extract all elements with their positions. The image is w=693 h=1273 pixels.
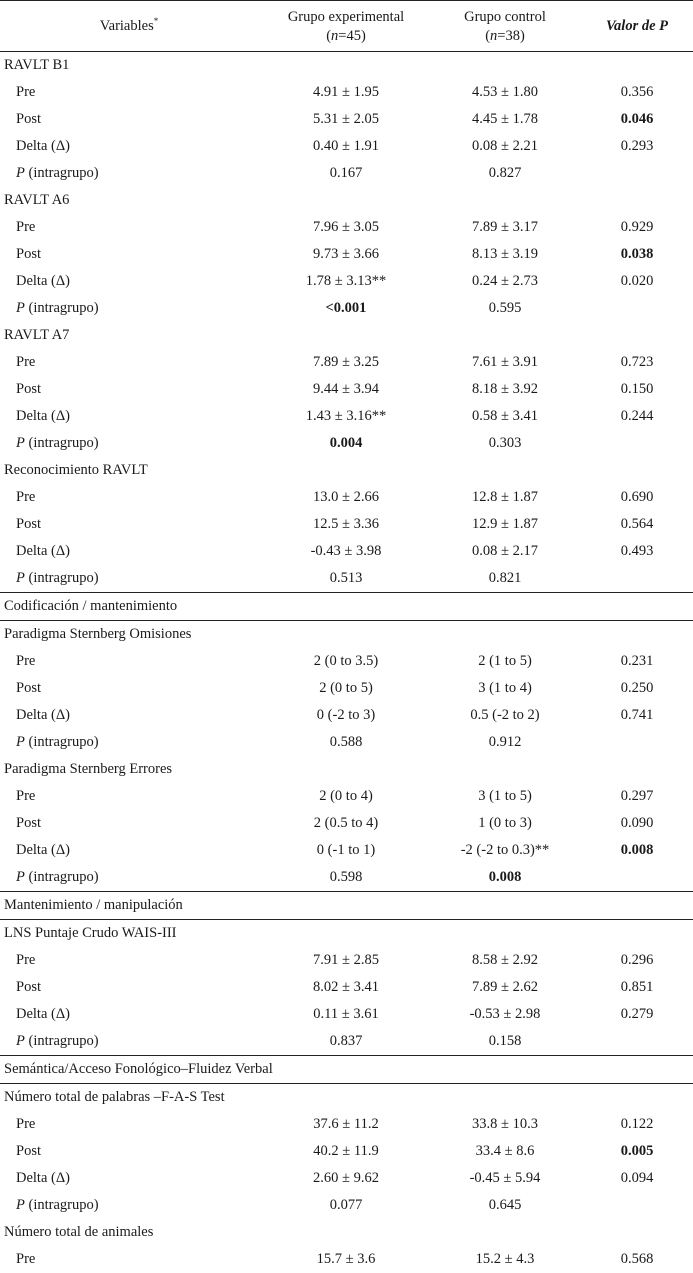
row-label-text: (intragrupo) (28, 435, 99, 451)
table-header (0, 0, 693, 52)
table-row (0, 160, 693, 187)
row-label: Post (16, 979, 41, 995)
row-label: Delta (Δ) (16, 138, 71, 154)
p-value: 0.293 (620, 138, 654, 154)
header-pvalue: Valor de P (605, 18, 669, 34)
p-symbol: P (16, 1033, 25, 1049)
experimental-value: 0.11 ± 3.61 (313, 1006, 379, 1022)
p-value: 0.297 (620, 788, 654, 804)
p-value: 0.690 (620, 489, 654, 505)
control-value: 12.8 ± 1.87 (472, 489, 538, 505)
row-label-text: (intragrupo) (28, 570, 99, 586)
p-symbol: P (16, 869, 25, 885)
experimental-value: 0.513 (329, 570, 363, 586)
row-label: Mantenimiento / manipulación (4, 897, 183, 913)
control-value: 0.645 (488, 1197, 522, 1213)
table-row (0, 675, 693, 702)
table-body (0, 52, 693, 1273)
experimental-value: 2 (0.5 to 4) (313, 815, 379, 831)
table-row (0, 864, 693, 891)
header-experimental (256, 8, 436, 46)
experimental-value: 12.5 ± 3.36 (313, 516, 379, 532)
row-label (16, 864, 99, 891)
variable-group-row (0, 920, 693, 947)
control-value: 7.89 ± 3.17 (472, 219, 538, 235)
control-value: 0.821 (488, 570, 522, 586)
row-label (16, 729, 99, 756)
experimental-value: 1.78 ± 3.13** (305, 273, 387, 289)
experimental-value: 0.077 (329, 1197, 363, 1213)
p-value: 0.005 (620, 1143, 654, 1159)
table-row (0, 133, 693, 160)
table-row (0, 1192, 693, 1219)
header-experimental-n-value: =45 (338, 28, 361, 44)
row-label (16, 295, 99, 322)
p-symbol: P (16, 734, 25, 750)
row-label: RAVLT B1 (4, 57, 70, 73)
table-row (0, 1028, 693, 1055)
experimental-value: -0.43 ± 3.98 (310, 543, 382, 559)
control-value: 0.58 ± 3.41 (472, 408, 538, 424)
header-experimental-title: Grupo experimental (287, 9, 405, 25)
p-value: 0.929 (620, 219, 654, 235)
table-row (0, 511, 693, 538)
control-value: 0.827 (488, 165, 522, 181)
p-value: 0.568 (620, 1251, 654, 1267)
row-label (16, 1028, 99, 1055)
row-label: Pre (16, 1251, 36, 1267)
table-row (0, 947, 693, 974)
row-label: Post (16, 516, 41, 532)
table-row (0, 430, 693, 457)
experimental-value: 4.91 ± 1.95 (313, 84, 379, 100)
row-label (16, 1192, 99, 1219)
experimental-value: 0.167 (329, 165, 363, 181)
table-row (0, 538, 693, 565)
p-value: 0.020 (620, 273, 654, 289)
table-row (0, 810, 693, 837)
table-row (0, 349, 693, 376)
control-value: 8.13 ± 3.19 (472, 246, 538, 262)
table-row (0, 1246, 693, 1273)
control-value: 0.24 ± 2.73 (472, 273, 538, 289)
p-value: 0.493 (620, 543, 654, 559)
header-experimental-n-symbol: n (331, 28, 339, 44)
control-value: 3 (1 to 5) (478, 788, 532, 804)
row-label: Post (16, 111, 41, 127)
row-label: Codificación / mantenimiento (4, 598, 178, 614)
header-variables (4, 17, 254, 36)
row-label: Pre (16, 354, 36, 370)
section-header-row (0, 1055, 693, 1084)
control-value: 0.912 (488, 734, 522, 750)
row-label-text: (intragrupo) (28, 300, 99, 316)
control-value: 8.18 ± 3.92 (472, 381, 538, 397)
table-row (0, 974, 693, 1001)
row-label: Delta (Δ) (16, 543, 71, 559)
p-value: 0.356 (620, 84, 654, 100)
p-value: 0.741 (620, 707, 654, 723)
control-value: 8.58 ± 2.92 (472, 952, 538, 968)
experimental-value: 37.6 ± 11.2 (313, 1116, 379, 1132)
experimental-value: 7.91 ± 2.85 (313, 952, 379, 968)
control-value: 12.9 ± 1.87 (472, 516, 538, 532)
table-row (0, 1111, 693, 1138)
row-label: Post (16, 815, 41, 831)
table-row (0, 268, 693, 295)
p-symbol: P (16, 570, 25, 586)
row-label: Pre (16, 788, 36, 804)
experimental-value: 15.7 ± 3.6 (316, 1251, 376, 1267)
experimental-value: 5.31 ± 2.05 (313, 111, 379, 127)
p-value: 0.122 (620, 1116, 654, 1132)
experimental-value: 2 (0 to 5) (319, 680, 373, 696)
row-label (16, 565, 99, 592)
row-label-text: (intragrupo) (28, 1197, 99, 1213)
table-row (0, 729, 693, 756)
variable-group-row (0, 621, 693, 648)
control-value: -2 (-2 to 0.3)** (460, 842, 550, 858)
control-value: 33.8 ± 10.3 (472, 1116, 538, 1132)
table-row (0, 106, 693, 133)
table-row (0, 79, 693, 106)
table-row (0, 702, 693, 729)
table-row (0, 1165, 693, 1192)
row-label: Pre (16, 1116, 36, 1132)
experimental-value: 7.89 ± 3.25 (313, 354, 379, 370)
table-row (0, 214, 693, 241)
p-value: 0.231 (620, 653, 654, 669)
p-symbol: P (16, 1197, 25, 1213)
variable-group-row (0, 187, 693, 214)
p-value: 0.008 (620, 842, 654, 858)
table-row (0, 241, 693, 268)
experimental-value: 2.60 ± 9.62 (313, 1170, 379, 1186)
control-value: 1 (0 to 3) (478, 815, 532, 831)
variable-group-row (0, 1084, 693, 1111)
section-header-row (0, 592, 693, 621)
p-value: 0.723 (620, 354, 654, 370)
control-value: 0.595 (488, 300, 522, 316)
p-value: 0.150 (620, 381, 654, 397)
experimental-value: 40.2 ± 11.9 (313, 1143, 379, 1159)
experimental-value: 0 (-1 to 1) (316, 842, 376, 858)
table-row (0, 403, 693, 430)
control-value: -0.53 ± 2.98 (469, 1006, 541, 1022)
row-label: Semántica/Acceso Fonológico–Fluidez Verbal (4, 1061, 273, 1077)
header-variables-label: Variables (99, 18, 154, 34)
variable-group-row (0, 1219, 693, 1246)
row-label: Pre (16, 84, 36, 100)
table-row (0, 1138, 693, 1165)
p-value: 0.090 (620, 815, 654, 831)
control-value: 0.08 ± 2.21 (472, 138, 538, 154)
row-label-text: (intragrupo) (28, 1033, 99, 1049)
row-label: Paradigma Sternberg Errores (4, 761, 173, 777)
row-label: Delta (Δ) (16, 1170, 71, 1186)
p-value: 0.851 (620, 979, 654, 995)
p-value: 0.046 (620, 111, 654, 127)
experimental-value: 2 (0 to 3.5) (313, 653, 379, 669)
row-label-text: (intragrupo) (28, 734, 99, 750)
header-control (415, 8, 595, 46)
p-value: 0.250 (620, 680, 654, 696)
p-value: 0.038 (620, 246, 654, 262)
table-row (0, 783, 693, 810)
row-label: Delta (Δ) (16, 1006, 71, 1022)
table-row (0, 1001, 693, 1028)
p-symbol: P (16, 300, 25, 316)
p-value: 0.296 (620, 952, 654, 968)
row-label-text: (intragrupo) (28, 869, 99, 885)
table-row (0, 484, 693, 511)
experimental-value: 0.40 ± 1.91 (313, 138, 379, 154)
table-row (0, 295, 693, 322)
p-value: 0.244 (620, 408, 654, 424)
row-label: RAVLT A6 (4, 192, 70, 208)
row-label: Delta (Δ) (16, 408, 71, 424)
row-label-text: (intragrupo) (28, 165, 99, 181)
experimental-value: 9.44 ± 3.94 (313, 381, 379, 397)
experimental-value: 8.02 ± 3.41 (313, 979, 379, 995)
table-row (0, 837, 693, 864)
experimental-value: 2 (0 to 4) (319, 788, 373, 804)
header-control-n-value: =38 (497, 28, 520, 44)
control-value: 15.2 ± 4.3 (475, 1251, 535, 1267)
experimental-value: 1.43 ± 3.16** (305, 408, 387, 424)
row-label: Post (16, 680, 41, 696)
variable-group-row (0, 457, 693, 484)
row-label: Paradigma Sternberg Omisiones (4, 626, 192, 642)
header-variables-footnote-mark: * (153, 16, 159, 26)
experimental-value: 0.004 (329, 435, 363, 451)
control-value: 4.53 ± 1.80 (472, 84, 538, 100)
row-label: Post (16, 381, 41, 397)
control-value: 0.5 (-2 to 2) (470, 707, 540, 723)
p-symbol: P (16, 435, 25, 451)
experimental-value: 0.598 (329, 869, 363, 885)
experimental-value: 0 (-2 to 3) (316, 707, 376, 723)
row-label: Delta (Δ) (16, 273, 71, 289)
control-value: 0.08 ± 2.17 (472, 543, 538, 559)
row-label: Post (16, 246, 41, 262)
row-label: Pre (16, 489, 36, 505)
variable-group-row (0, 756, 693, 783)
variable-group-row (0, 322, 693, 349)
table-row (0, 565, 693, 592)
p-symbol: P (16, 165, 25, 181)
experimental-value: 13.0 ± 2.66 (313, 489, 379, 505)
row-label: Delta (Δ) (16, 707, 71, 723)
control-value: 3 (1 to 4) (478, 680, 532, 696)
row-label: Número total de palabras –F-A-S Test (4, 1089, 225, 1105)
row-label: Pre (16, 653, 36, 669)
row-label: RAVLT A7 (4, 327, 70, 343)
variable-group-row (0, 52, 693, 79)
control-value: 0.158 (488, 1033, 522, 1049)
experimental-value: 0.588 (329, 734, 363, 750)
header-control-n-symbol: n (490, 28, 498, 44)
control-value: 0.303 (488, 435, 522, 451)
control-value: 7.89 ± 2.62 (472, 979, 538, 995)
row-label: LNS Puntaje Crudo WAIS-III (4, 925, 177, 941)
experimental-value: 9.73 ± 3.66 (313, 246, 379, 262)
p-value: 0.279 (620, 1006, 654, 1022)
experimental-value: <0.001 (325, 300, 367, 316)
control-value: -0.45 ± 5.94 (469, 1170, 541, 1186)
section-header-row (0, 891, 693, 920)
table-row (0, 376, 693, 403)
control-value: 2 (1 to 5) (478, 653, 532, 669)
row-label: Delta (Δ) (16, 842, 71, 858)
control-value: 7.61 ± 3.91 (472, 354, 538, 370)
row-label (16, 160, 99, 187)
row-label: Número total de animales (4, 1224, 154, 1240)
row-label: Reconocimiento RAVLT (4, 462, 148, 478)
control-value: 33.4 ± 8.6 (475, 1143, 535, 1159)
row-label: Pre (16, 219, 36, 235)
header-control-title: Grupo control (464, 9, 546, 25)
row-label: Pre (16, 952, 36, 968)
experimental-value: 0.837 (329, 1033, 363, 1049)
p-value: 0.564 (620, 516, 654, 532)
experimental-value: 7.96 ± 3.05 (313, 219, 379, 235)
control-value: 4.45 ± 1.78 (472, 111, 538, 127)
p-value: 0.094 (620, 1170, 654, 1186)
row-label: Post (16, 1143, 41, 1159)
row-label (16, 430, 99, 457)
header-experimental-n: (n=45) (326, 28, 366, 44)
table-row (0, 648, 693, 675)
header-control-n: (n=38) (485, 28, 525, 44)
control-value: 0.008 (488, 869, 522, 885)
